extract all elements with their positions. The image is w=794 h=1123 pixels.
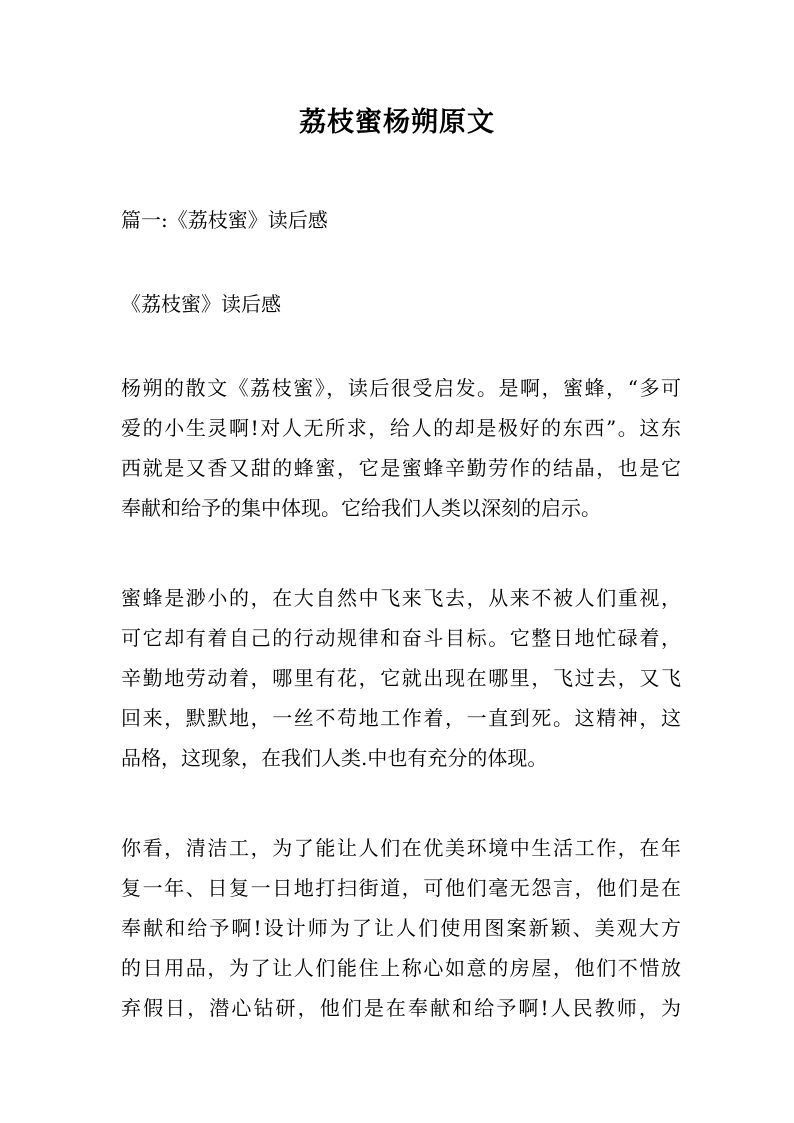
paragraph-line: 西就是又香又甜的蜂蜜，它是蜜蜂辛勤劳作的结晶，也是它: [121, 456, 681, 480]
paragraph-2: [121, 578, 681, 778]
paragraph-1: [121, 368, 681, 528]
paragraph-line: 可它却有着自己的行动规律和奋斗目标。它整日地忙碌着，: [121, 626, 681, 650]
paragraph-line: 品格，这现象，在我们人类.中也有充分的体现。: [121, 746, 548, 770]
paragraph-line: 爱的小生灵啊!对人无所求，给人的却是极好的东西”。这东: [121, 416, 681, 440]
paragraph-line: 奉献和给予的集中体现。它给我们人类以深刻的启示。: [121, 496, 601, 520]
paragraph-line: 你看，清洁工，为了能让人们在优美环境中生活工作，在年: [121, 836, 681, 860]
paragraph-line: 弃假日，潜心钻研，他们是在奉献和给予啊!人民教师，为: [121, 996, 681, 1020]
subheading: [121, 284, 681, 324]
paragraph-line: 蜜蜂是渺小的，在大自然中飞来飞去，从来不被人们重视，: [121, 586, 681, 610]
paragraph-3: [121, 828, 681, 1028]
subheading-text: 《荔枝蜜》读后感: [121, 292, 281, 316]
paragraph-line: 奉献和给予啊!设计师为了让人们使用图案新颖、美观大方: [121, 916, 681, 940]
paragraph-line: 辛勤地劳动着，哪里有花，它就出现在哪里，飞过去，又飞: [121, 666, 681, 690]
paragraph-line: 复一年、日复一日地打扫街道，可他们毫无怨言，他们是在: [121, 876, 681, 900]
paragraph-line: 杨朔的散文《荔枝蜜》，读后很受启发。是啊，蜜蜂，“多可: [121, 376, 681, 400]
paragraph-line: 的日用品，为了让人们能住上称心如意的房屋，他们不惜放: [121, 956, 681, 980]
section-heading-text: 篇一:《荔枝蜜》读后感: [121, 208, 328, 232]
document-title: 荔枝蜜杨朔原文: [299, 107, 495, 138]
section-heading: [121, 200, 681, 240]
paragraph-line: 回来，默默地，一丝不苟地工作着，一直到死。这精神，这: [121, 706, 681, 730]
